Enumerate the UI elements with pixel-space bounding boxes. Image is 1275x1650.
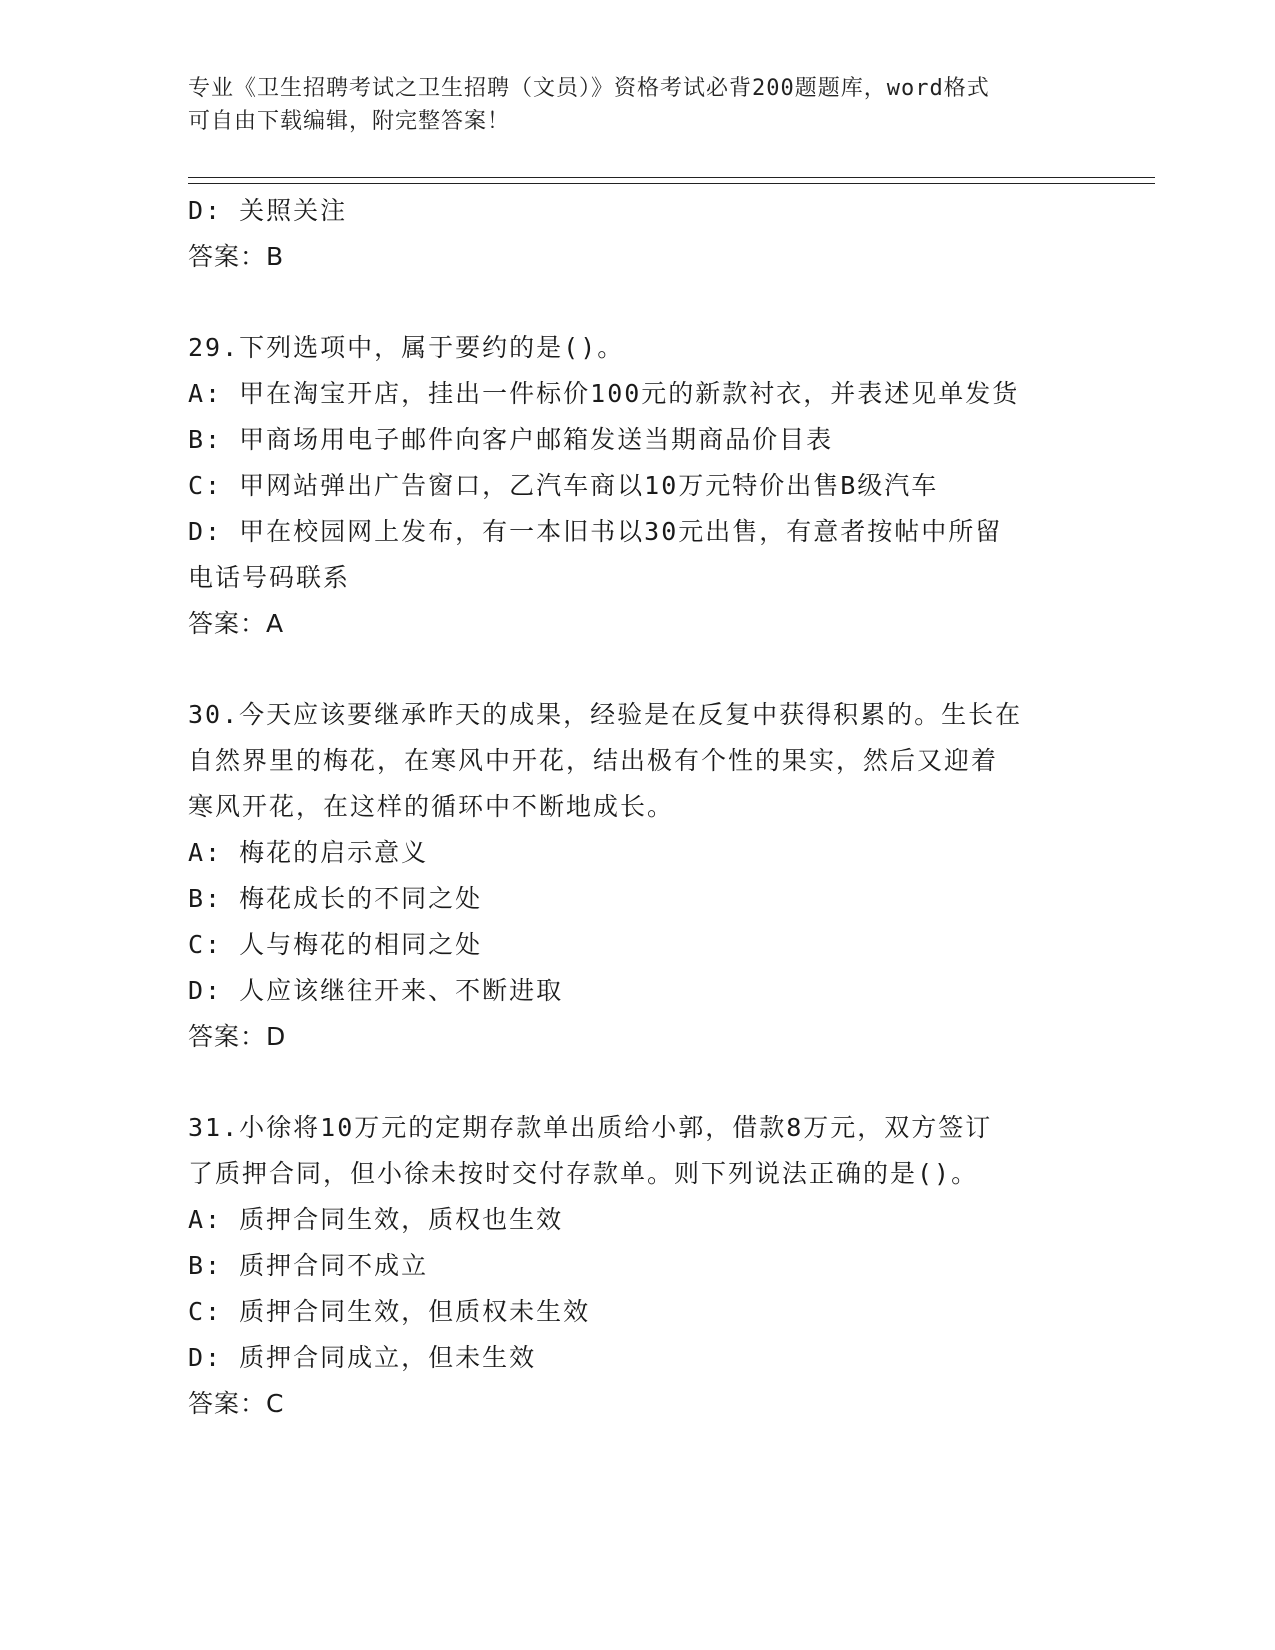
option-d: D: 质押合同成立，但未生效 bbox=[188, 1343, 537, 1372]
question-31 bbox=[188, 1105, 1088, 1427]
question-content bbox=[188, 188, 1088, 1427]
answer: 答案：B bbox=[188, 242, 285, 271]
header-line-1: 专业《卫生招聘考试之卫生招聘（文员）》资格考试必背200题题库，word格式 bbox=[188, 76, 990, 101]
question-stem-line-2: 自然界里的梅花，在寒风中开花，结出极有个性的果实，然后又迎着 bbox=[188, 746, 999, 775]
question-29 bbox=[188, 325, 1088, 647]
answer: 答案：C bbox=[188, 1389, 285, 1418]
header-line-2: 可自由下载编辑，附完整答案！ bbox=[188, 109, 511, 134]
document-header bbox=[188, 72, 1068, 138]
question-stem: 29.下列选项中，属于要约的是()。 bbox=[188, 333, 625, 362]
prev-question bbox=[188, 188, 1088, 280]
option-a: A: 质押合同生效，质权也生效 bbox=[188, 1205, 564, 1234]
answer: 答案：D bbox=[188, 1022, 287, 1051]
question-30 bbox=[188, 692, 1088, 1060]
question-stem-line-1: 30.今天应该要继承昨天的成果，经验是在反复中获得积累的。生长在 bbox=[188, 700, 1023, 729]
option-b: B: 质押合同不成立 bbox=[188, 1251, 429, 1280]
option-a: A: 梅花的启示意义 bbox=[188, 838, 429, 867]
question-stem-line-1: 31.小徐将10万元的定期存款单出质给小郭，借款8万元，双方签订 bbox=[188, 1113, 993, 1142]
option-c: C: 人与梅花的相同之处 bbox=[188, 930, 483, 959]
question-stem-line-3: 寒风开花，在这样的循环中不断地成长。 bbox=[188, 792, 675, 821]
option-a: A: 甲在淘宝开店，挂出一件标价100元的新款衬衣，并表述见单发货 bbox=[188, 379, 1020, 408]
option-d-continued: 电话号码联系 bbox=[188, 563, 351, 592]
header-divider-bottom bbox=[188, 183, 1155, 184]
option-b: B: 梅花成长的不同之处 bbox=[188, 884, 483, 913]
option-d: D: 人应该继往开来、不断进取 bbox=[188, 976, 564, 1005]
option-d: D: 甲在校园网上发布，有一本旧书以30元出售，有意者按帖中所留 bbox=[188, 517, 1003, 546]
option-c: C: 质押合同生效，但质权未生效 bbox=[188, 1297, 591, 1326]
option-b: B: 甲商场用电子邮件向客户邮箱发送当期商品价目表 bbox=[188, 425, 834, 454]
question-stem-line-2: 了质押合同，但小徐未按时交付存款单。则下列说法正确的是()。 bbox=[188, 1159, 979, 1188]
option-c: C: 甲网站弹出广告窗口，乙汽车商以10万元特价出售B级汽车 bbox=[188, 471, 939, 500]
answer: 答案：A bbox=[188, 609, 285, 638]
header-divider-top bbox=[188, 177, 1155, 178]
option-d: D: 关照关注 bbox=[188, 196, 348, 225]
